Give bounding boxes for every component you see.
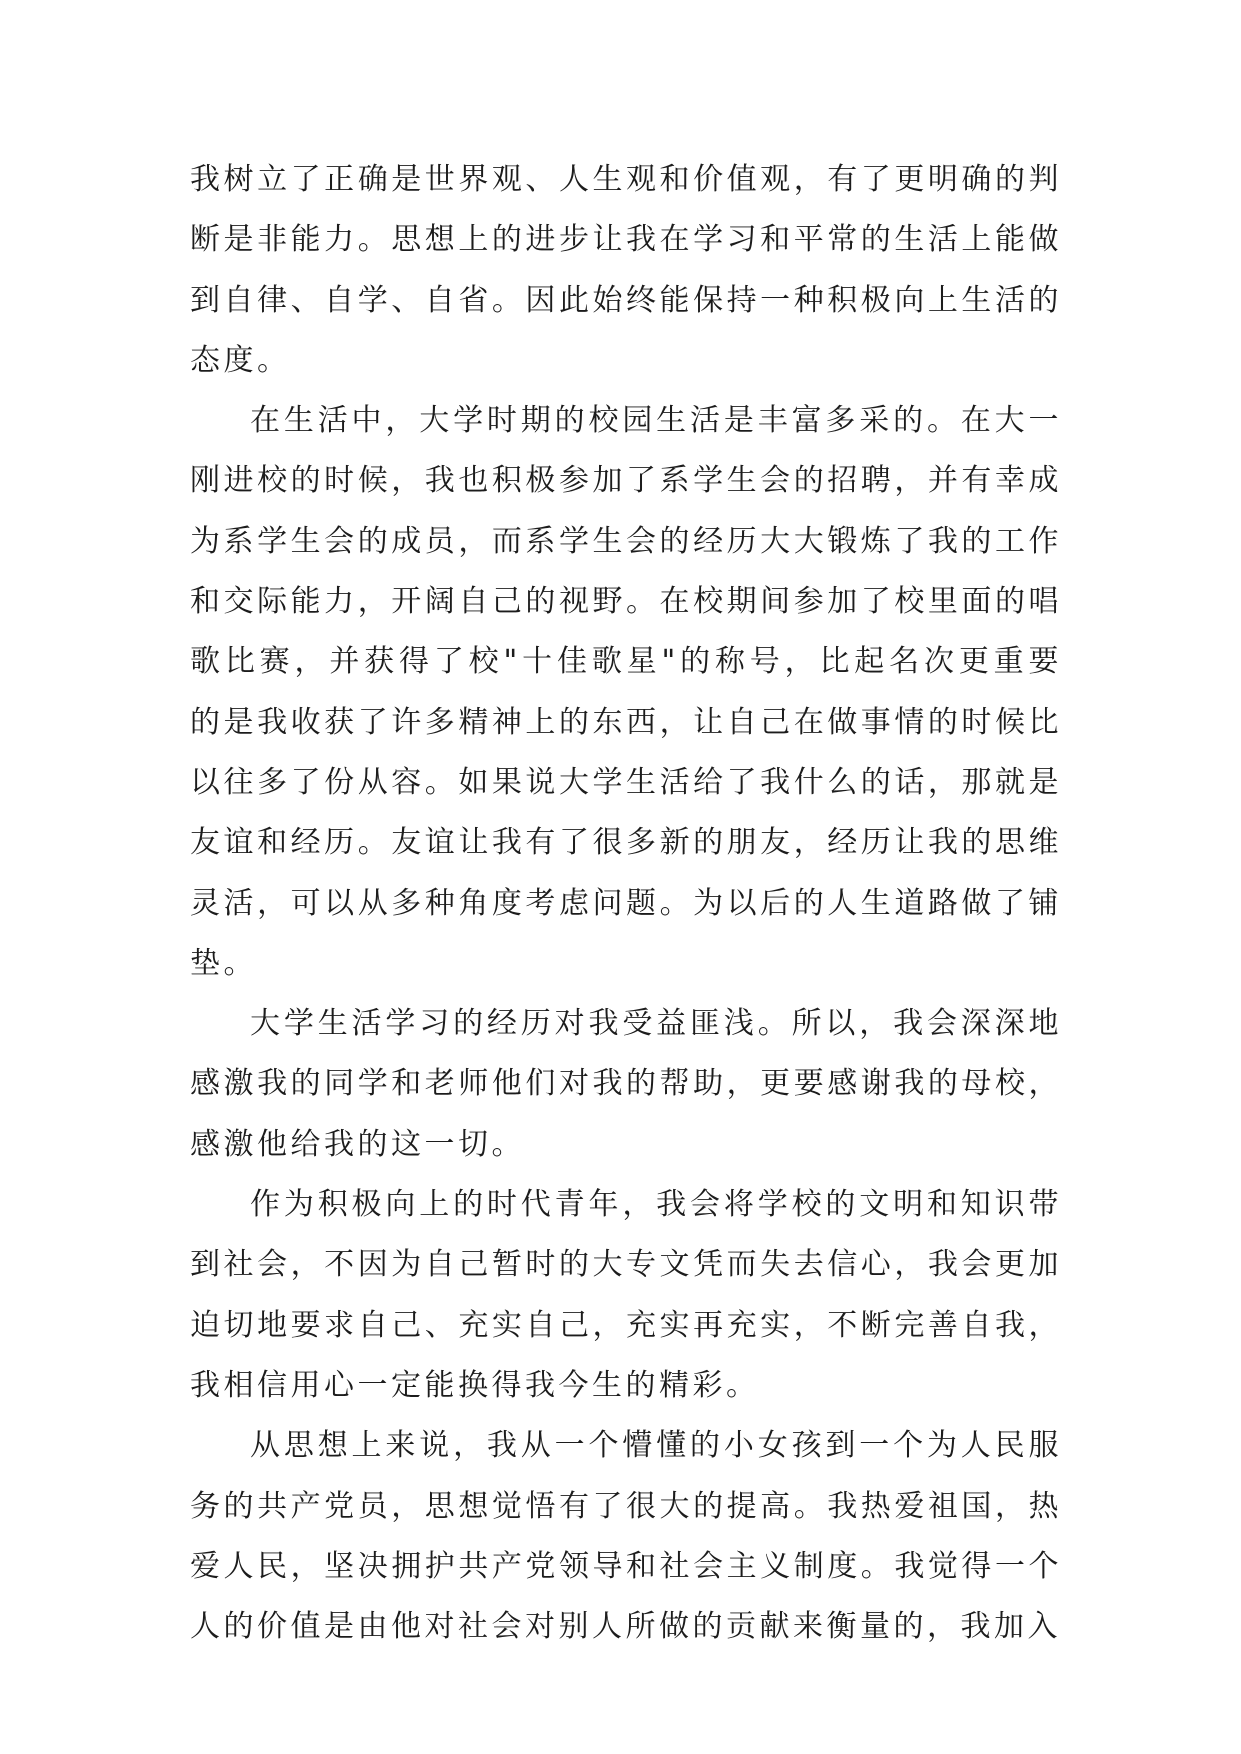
text-line: 刚进校的时候，我也积极参加了系学生会的招聘，并有幸成	[190, 463, 1062, 499]
text-line: 到自律、自学、自省。因此始终能保持一种积极向上生活的	[190, 282, 1062, 318]
text-line: 到社会，不因为自己暂时的大专文凭而失去信心，我会更加	[190, 1247, 1062, 1283]
text-line: 为系学生会的成员，而系学生会的经历大大锻炼了我的工作	[190, 523, 1062, 559]
text-line: 我树立了正确是世界观、人生观和价值观，有了更明确的判	[190, 162, 1062, 197]
text-line: 活，可以从多种角度考虑问题。为以后的人生道路做了铺垫。	[190, 885, 1063, 981]
paragraph	[190, 150, 1062, 391]
text-line: 从思想上来说，我从一个懵懂的小女孩到一个为人民服	[250, 1428, 1062, 1464]
paragraph	[190, 994, 1062, 1175]
document-body	[190, 150, 1062, 1657]
text-line: 态度。	[190, 342, 291, 378]
text-line: 在生活中，大学时期的校园生活是丰富多采的。在大一	[250, 403, 1062, 439]
text-line: 爱人民，坚决拥护共产党领导和社会主义制度。我觉得一个	[190, 1548, 1062, 1584]
text-line: 和交际能力，开阔自己的视野。在校期间参加了校里面的唱	[190, 584, 1062, 620]
text-line: 务的共产党员，思想觉悟有了很大的提高。我热爱祖国，热	[190, 1488, 1062, 1524]
text-line: 迫切地要求自己、充实自己，充实再充实，不断完善自我，	[190, 1307, 1062, 1343]
text-line: 作为积极向上的时代青年，我会将学校的文明和知识带	[250, 1187, 1062, 1223]
text-line: 感激他给我的这一切。	[190, 1126, 525, 1162]
text-line: 是我收获了许多精神上的东西，让自己在做事情的时候比以	[190, 704, 1063, 800]
text-line: 感激我的同学和老师他们对我的帮助，更要感谢我的母校，	[190, 1066, 1062, 1102]
paragraph	[190, 1175, 1062, 1416]
text-line: 我相信用心一定能换得我今生的精彩。	[190, 1367, 760, 1403]
text-line: 人的价值是由他对社会对别人所做的贡献来衡量的，我加入	[190, 1609, 1061, 1645]
text-line: 谊和经历。友谊让我有了很多新的朋友，经历让我的思维灵	[190, 825, 1063, 921]
text-line: 歌比赛，并获得了校"十佳歌星"的称号，比起名次更重要的	[190, 644, 1062, 740]
text-line: 往多了份从容。如果说大学生活给了我什么的话，那就是友	[190, 764, 1063, 861]
paragraph	[190, 1416, 1062, 1657]
text-line: 大学生活学习的经历对我受益匪浅。所以，我会深深地	[250, 1006, 1062, 1042]
text-line: 断是非能力。思想上的进步让我在学习和平常的生活上能做	[190, 222, 1062, 258]
paragraph	[190, 391, 1062, 994]
